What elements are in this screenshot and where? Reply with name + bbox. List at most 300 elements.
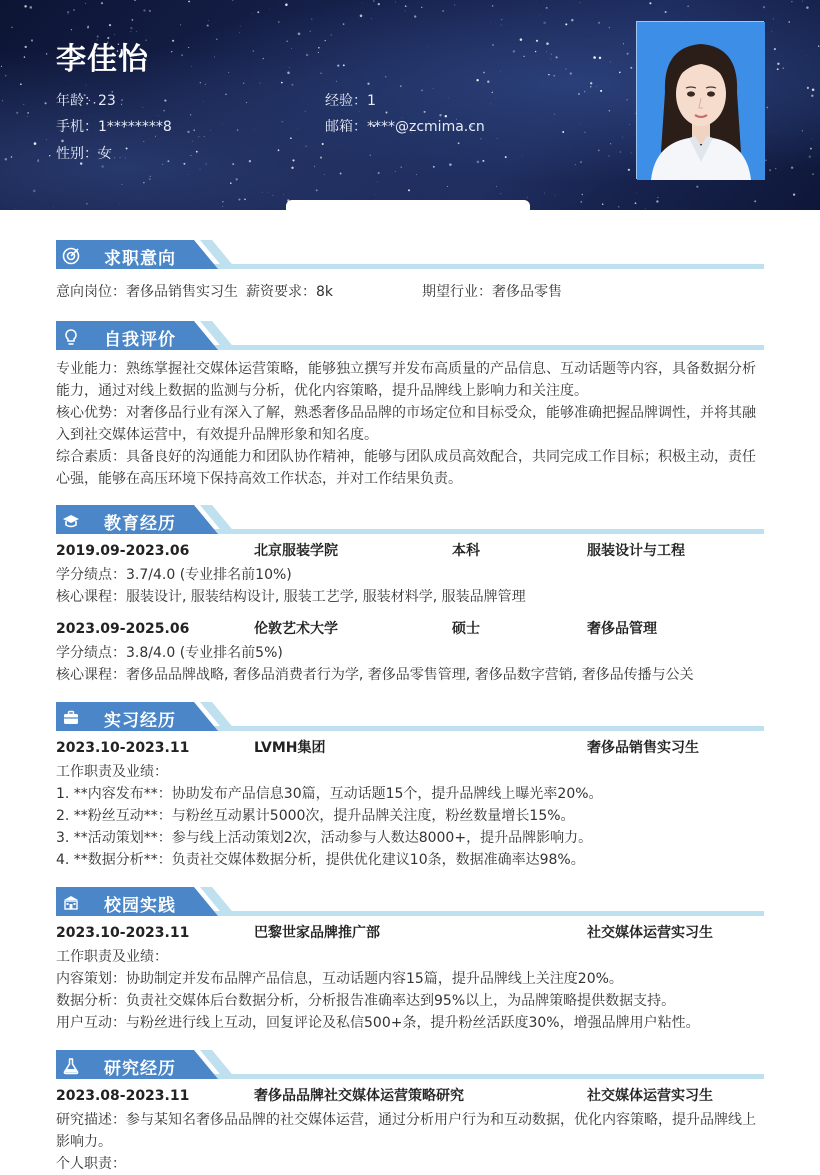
star-dot [262,192,263,193]
internship-duty: 1. **内容发布**：协助发布产品信息30篇，互动话题15个，提升品牌线上曝光率20%。 [56,783,764,805]
star-dot [101,2,103,4]
star-dot [802,130,803,131]
job-salary: 薪资要求：8k [246,281,333,303]
edu-gpa: 学分绩点：3.7/4.0 (专业排名前10%) [56,564,764,586]
star-dot [86,203,88,205]
star-dot [249,160,251,162]
age-field: 年龄：23 [56,90,116,110]
star-dot [180,24,181,25]
star-dot [637,193,638,194]
star-dot [598,150,600,152]
star-dot [67,11,69,13]
star-dot [324,174,325,175]
star-dot [609,27,610,28]
star-dot [482,160,484,162]
star-dot [143,9,145,11]
star-dot [777,68,779,70]
star-dot [287,41,288,42]
star-dot [190,114,191,115]
star-dot [527,197,528,198]
star-dot [119,204,120,205]
star-dot [627,53,629,55]
star-dot [492,5,494,7]
star-dot [367,83,369,85]
campus-intro: 工作职责及业绩： [56,946,764,968]
edu-period: 2019.09-2023.06 [56,540,189,562]
star-dot [806,55,807,56]
gender-field: 性别：女 [56,143,112,163]
section-title: 实习经历 [104,706,176,731]
evaluation-paragraph: 专业能力：熟练掌握社交媒体运营策略，能够独立撰写并发布高质量的产品信息、互动话题等内容，具备数据分析能力，通过对线上数据的监测与分析，优化内容策略，提升品牌线上影响力和关注度。 [56,358,764,402]
star-dot [200,169,201,170]
lightbulb-icon [62,328,80,346]
star-dot [305,146,306,147]
star-dot [818,46,819,47]
star-dot [244,198,246,200]
star-dot [164,100,166,102]
star-dot [38,159,39,160]
star-dot [811,95,813,97]
star-dot [546,42,549,45]
research-responsibility-label: 个人职责： [56,1153,764,1175]
star-dot [590,82,592,84]
star-dot [34,142,37,145]
star-dot [618,206,620,208]
star-dot [282,121,283,122]
star-dot [378,3,380,5]
star-dot [322,143,324,145]
star-dot [497,138,498,139]
star-dot [487,81,489,83]
internship-role: 奢侈品销售实习生 [587,737,699,759]
profile-photo [636,21,764,179]
star-dot [86,85,87,86]
star-dot [1,66,2,67]
star-dot [121,104,122,105]
star-dot [236,178,238,180]
star-dot [214,57,215,58]
star-dot [584,132,585,133]
star-dot [442,10,443,11]
star-dot [207,25,209,27]
internship-company: LVMH集团 [254,737,325,759]
star-dot [136,31,137,32]
section-title: 求职意向 [104,244,176,269]
star-dot [580,123,581,124]
star-dot [27,112,29,114]
email-field: 邮箱：****@zcmima.cn [325,116,485,136]
star-dot [492,92,493,93]
star-dot [656,200,658,202]
star-dot [405,5,407,7]
star-dot [773,18,774,19]
star-dot [206,164,207,165]
section-header [56,321,764,353]
star-dot [203,101,204,102]
star-dot [610,143,611,144]
star-dot [167,160,169,162]
star-dot [225,93,227,95]
star-dot [87,25,88,26]
star-dot [769,169,771,171]
star-dot [454,5,455,6]
star-dot [193,129,195,131]
star-dot [546,7,548,9]
star-dot [149,10,151,12]
star-dot [172,40,174,42]
star-dot [171,51,172,52]
star-dot [580,161,582,163]
star-dot [500,71,501,72]
star-dot [812,138,813,139]
star-dot [766,107,768,109]
star-dot [555,195,556,196]
star-dot [204,136,205,137]
star-dot [298,33,301,36]
star-dot [314,166,315,167]
star-dot [143,141,144,142]
star-dot [318,47,320,49]
star-dot [285,3,288,6]
star-dot [536,40,538,42]
star-dot [122,184,123,185]
star-dot [600,90,602,92]
star-dot [230,182,232,184]
star-dot [623,43,624,44]
star-dot [216,38,218,40]
internship-intro: 工作职责及业绩： [56,761,764,783]
section-title: 研究经历 [104,1054,176,1079]
star-dot [553,75,555,77]
star-dot [802,1,803,2]
evaluation-paragraph: 核心优势：对奢侈品行业有深入了解，熟悉奢侈品品牌的市场定位和目标受众，能够准确把握品牌调性，并将其融入到社交媒体运营中，有效提升品牌形象和知名度。 [56,402,764,446]
section-header [56,240,764,272]
section-title: 校园实践 [104,891,176,916]
star-dot [239,32,240,33]
star-dot [602,203,603,204]
star-dot [188,47,189,48]
star-dot [490,104,491,105]
star-dot [46,53,48,55]
star-dot [272,195,273,196]
star-dot [424,111,426,113]
star-dot [73,9,74,10]
star-dot [496,186,497,187]
section-job-intention [56,240,764,272]
star-dot [208,21,209,22]
star-dot [310,31,311,32]
star-dot [150,176,151,177]
star-dot [649,2,651,4]
star-dot [134,0,136,1]
star-dot [809,155,811,157]
star-dot [205,84,207,86]
star-dot [543,22,546,25]
edu-gpa: 学分绩点：3.8/4.0 (专业排名前5%) [56,642,764,664]
star-dot [458,142,460,144]
star-dot [191,66,192,67]
graduation-cap-icon [62,512,80,530]
edu-school: 北京服装学院 [254,540,338,562]
star-dot [291,84,293,86]
star-dot [405,10,406,11]
star-dot [584,91,585,92]
star-dot [290,137,292,139]
star-dot [401,166,402,167]
star-dot [480,138,481,139]
star-dot [130,27,132,29]
star-dot [336,81,337,82]
star-dot [228,72,229,73]
briefcase-icon [62,709,80,727]
star-dot [125,158,126,159]
star-dot [554,114,555,115]
star-dot [645,208,646,209]
star-dot [33,190,36,193]
star-dot [579,2,580,3]
resume-header [0,0,820,210]
star-dot [630,67,632,69]
section-campus [56,887,764,919]
star-dot [25,46,27,48]
flask-icon [62,1057,80,1075]
star-dot [320,73,321,74]
star-dot [448,98,449,99]
star-dot [501,25,502,26]
star-dot [188,1,190,3]
star-dot [269,9,270,10]
star-dot [788,21,789,22]
star-dot [812,173,813,174]
star-dot [190,155,191,156]
star-dot [291,48,292,49]
star-dot [222,201,223,202]
star-dot [253,50,255,52]
star-dot [466,39,467,40]
star-dot [5,158,7,160]
star-dot [260,83,261,84]
candidate-name: 李佳怡 [56,34,149,78]
star-dot [254,129,255,130]
star-dot [421,7,422,8]
star-dot [556,56,558,58]
star-dot [292,159,294,161]
star-dot [696,186,698,188]
star-dot [232,163,234,165]
star-dot [16,112,18,114]
star-dot [546,51,547,52]
edu-courses: 核心课程：奢侈品品牌战略, 奢侈品消费者行为学, 奢侈品零售管理, 奢侈品数字营销, 奢侈品传播与公关 [56,664,764,686]
star-dot [807,87,809,89]
star-dot [490,22,491,23]
star-dot [385,76,386,77]
star-dot [143,182,144,183]
star-dot [754,200,756,202]
star-dot [222,206,223,207]
star-dot [395,171,396,172]
star-dot [232,0,233,1]
section-title: 教育经历 [104,509,176,534]
star-dot [777,63,779,65]
star-dot [267,192,268,193]
star-dot [386,112,388,114]
star-dot [619,72,621,74]
star-dot [31,39,33,41]
star-dot [181,54,183,56]
section-self-evaluation [56,321,764,353]
campus-role: 社交媒体运营实习生 [587,922,713,944]
star-dot [240,26,241,27]
star-dot [806,6,809,9]
campus-duty: 内容策划：协助制定并发布品牌产品信息，互动话题内容15篇，提升品牌线上关注度20%。 [56,968,764,990]
internship-duty: 4. **数据分析**：负责社交媒体数据分析，提供优化建议10条，数据准确率达98%。 [56,849,764,871]
star-dot [522,156,523,157]
star-dot [551,59,552,60]
section-research [56,1050,764,1082]
star-dot [598,22,600,24]
star-dot [791,1,792,2]
star-dot [631,152,632,153]
star-dot [433,88,434,89]
star-dot [187,131,189,133]
evaluation-paragraph: 综合素质：具备良好的沟通能力和团队协作精神，能够与团队成员高效配合，共同完成工作目标；积极主动，责任心强，能够在高压环境下保持高效工作状态，并对工作结果负责。 [56,446,764,490]
star-dot [520,38,523,41]
star-dot [783,68,784,69]
campus-period: 2023.10-2023.11 [56,922,189,944]
star-dot [114,157,115,158]
star-dot [774,48,776,50]
star-dot [501,19,502,20]
star-dot [331,34,332,35]
star-dot [578,93,580,95]
star-dot [246,102,247,103]
internship-period: 2023.10-2023.11 [56,737,189,759]
star-dot [376,194,377,195]
star-dot [45,102,47,104]
job-industry: 期望行业：奢侈品零售 [422,281,562,303]
research-period: 2023.08-2023.11 [56,1085,189,1107]
star-dot [11,156,12,157]
edu-degree: 本科 [452,540,480,562]
star-dot [210,130,211,131]
star-dot [61,140,64,143]
section-education [56,505,764,537]
section-header [56,702,764,734]
star-dot [400,85,401,86]
star-dot [164,110,165,111]
star-dot [626,99,628,101]
star-dot [162,164,163,165]
star-dot [414,15,416,17]
star-dot [370,155,371,156]
star-dot [620,151,621,152]
star-dot [378,172,380,174]
star-dot [793,193,795,195]
star-dot [628,169,630,171]
star-dot [130,31,131,32]
job-position: 意向岗位：奢侈品销售实习生 [56,281,764,303]
star-dot [101,165,103,167]
star-dot [433,166,435,168]
research-topic: 奢侈品品牌社交媒体运营策略研究 [254,1085,464,1107]
star-dot [2,100,3,101]
star-dot [565,68,566,69]
star-dot [565,23,567,25]
star-dot [121,99,123,101]
star-dot [196,151,198,153]
internship-duty: 2. **粉丝互动**：与粉丝互动累计5000次，提升品牌关注度，粉丝数量增长15%。 [56,805,764,827]
star-dot [278,149,280,151]
star-dot [5,75,7,77]
star-dot [609,110,611,112]
star-dot [120,157,121,158]
star-dot [24,5,26,7]
star-dot [46,139,47,140]
star-dot [360,15,363,18]
star-dot [665,11,667,13]
star-dot [427,47,428,48]
star-dot [188,174,189,175]
star-dot [30,6,33,9]
star-dot [416,174,417,175]
section-header [56,505,764,537]
campus-duty: 数据分析：负责社交媒体后台数据分析，分析报告准确率达到95%以上，为品牌策略提供数据支持。 [56,990,764,1012]
star-dot [37,160,38,161]
school-building-icon [62,894,80,912]
star-dot [395,2,396,3]
section-header [56,1050,764,1082]
star-dot [283,194,284,195]
star-dot [810,148,812,150]
phone-field: 手机：1********8 [56,116,172,136]
star-dot [513,50,515,52]
campus-org: 巴黎世家品牌推广部 [254,922,380,944]
star-dot [377,181,378,182]
internship-duty: 3. **活动策划**：参与线上活动策划2次，活动参与人数达8000+，提升品牌影响力。 [56,827,764,849]
star-dot [570,72,572,74]
star-dot [305,111,306,112]
star-dot [237,129,239,131]
star-dot [688,6,689,7]
star-dot [343,64,345,66]
star-dot [408,189,410,191]
star-dot [311,18,313,20]
star-dot [371,18,372,19]
star-dot [192,141,193,142]
star-dot [635,202,637,204]
star-dot [593,56,596,59]
star-dot [287,72,290,75]
campus-duty: 用户互动：与粉丝进行线上互动，回复评论及私信500+条，提升粉丝活跃度30%，增强品牌用户粘性。 [56,1012,764,1034]
star-dot [297,129,298,130]
star-dot [548,74,550,76]
star-dot [316,189,318,191]
star-dot [421,89,423,91]
star-dot [320,157,322,159]
star-dot [449,163,452,166]
star-dot [68,14,69,15]
star-dot [200,82,201,83]
star-dot [359,111,360,112]
star-dot [590,86,591,87]
research-description: 研究描述：参与某知名奢侈品品牌的社交媒体运营，通过分析用户行为和互动数据，优化内容策略，提升品牌线上影响力。 [56,1109,764,1153]
star-dot [501,193,502,194]
star-dot [27,116,28,117]
star-dot [257,11,259,13]
star-dot [580,201,582,203]
star-dot [243,82,244,83]
star-dot [132,19,134,21]
